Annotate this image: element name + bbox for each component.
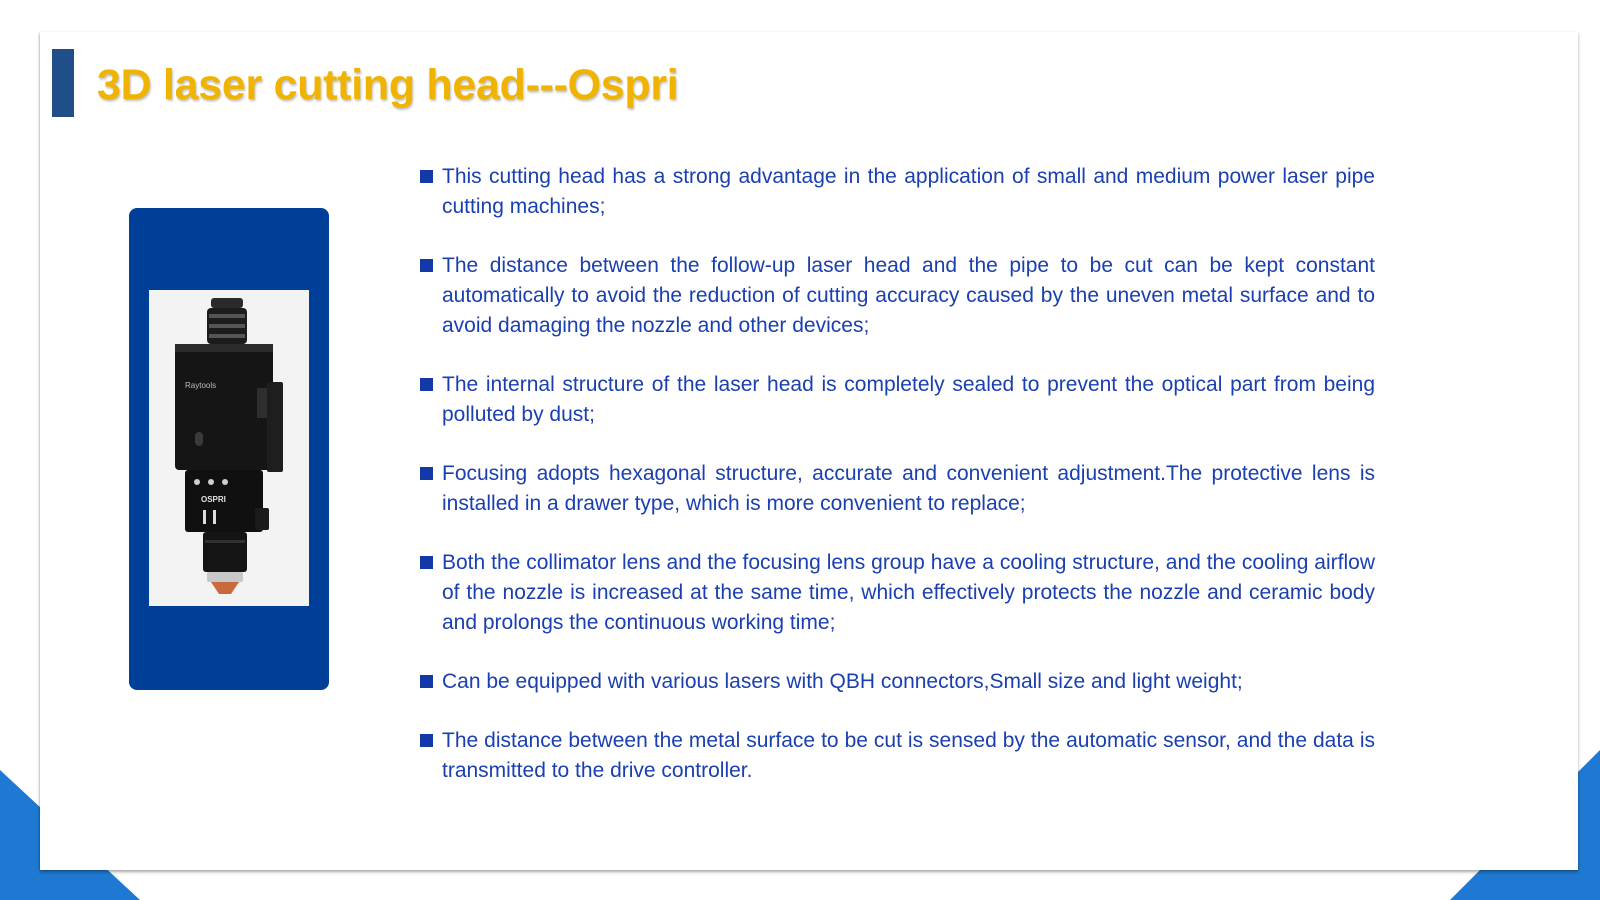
bullet-square-icon bbox=[420, 467, 433, 480]
bullet-text: This cutting head has a strong advantage in the application of small and medium power laser pipe cutting machines; bbox=[442, 165, 1375, 218]
bullet-square-icon bbox=[420, 170, 433, 183]
list-item bbox=[420, 251, 1375, 341]
product-photo bbox=[149, 290, 309, 606]
bullet-text: The distance between the metal surface to be cut is sensed by the automatic sensor, and the data is transmitted to the drive controller. bbox=[442, 729, 1375, 782]
laser-cutting-head-illustration bbox=[149, 290, 309, 606]
slide-title: 3D laser cutting head---Ospri bbox=[97, 61, 679, 109]
feature-list bbox=[420, 162, 1375, 815]
slide-card bbox=[40, 32, 1578, 870]
list-item bbox=[420, 162, 1375, 222]
bullet-square-icon bbox=[420, 734, 433, 747]
product-image-panel bbox=[129, 208, 329, 690]
bullet-text: Focusing adopts hexagonal structure, accurate and convenient adjustment.The protective lens is installed in a drawer type, which is more convenient to replace; bbox=[442, 462, 1375, 515]
list-item bbox=[420, 667, 1375, 697]
list-item bbox=[420, 548, 1375, 638]
bullet-text: Both the collimator lens and the focusing lens group have a cooling structure, and the cooling airflow of the nozzle is increased at the same time, which effectively protects the nozzle and ceramic body and prolongs the continuous working time; bbox=[442, 551, 1375, 634]
bullet-square-icon bbox=[420, 556, 433, 569]
title-accent-bar bbox=[52, 49, 74, 117]
list-item bbox=[420, 370, 1375, 430]
list-item bbox=[420, 459, 1375, 519]
list-item bbox=[420, 726, 1375, 786]
bullet-square-icon bbox=[420, 675, 433, 688]
model-label: Raytools bbox=[185, 381, 217, 390]
bullet-text: The internal structure of the laser head is completely sealed to prevent the optical part from being polluted by dust; bbox=[442, 373, 1375, 426]
bullet-text: The distance between the follow-up laser head and the pipe to be cut can be kept constant automatically to avoid the reduction of cutting accuracy caused by the uneven metal surface and to avoid damaging the nozzle and other devices; bbox=[442, 254, 1375, 337]
bullet-square-icon bbox=[420, 259, 433, 272]
brand-logo: OSPRI bbox=[201, 495, 226, 504]
bullet-square-icon bbox=[420, 378, 433, 391]
bullet-text: Can be equipped with various lasers with QBH connectors,Small size and light weight; bbox=[442, 670, 1243, 693]
